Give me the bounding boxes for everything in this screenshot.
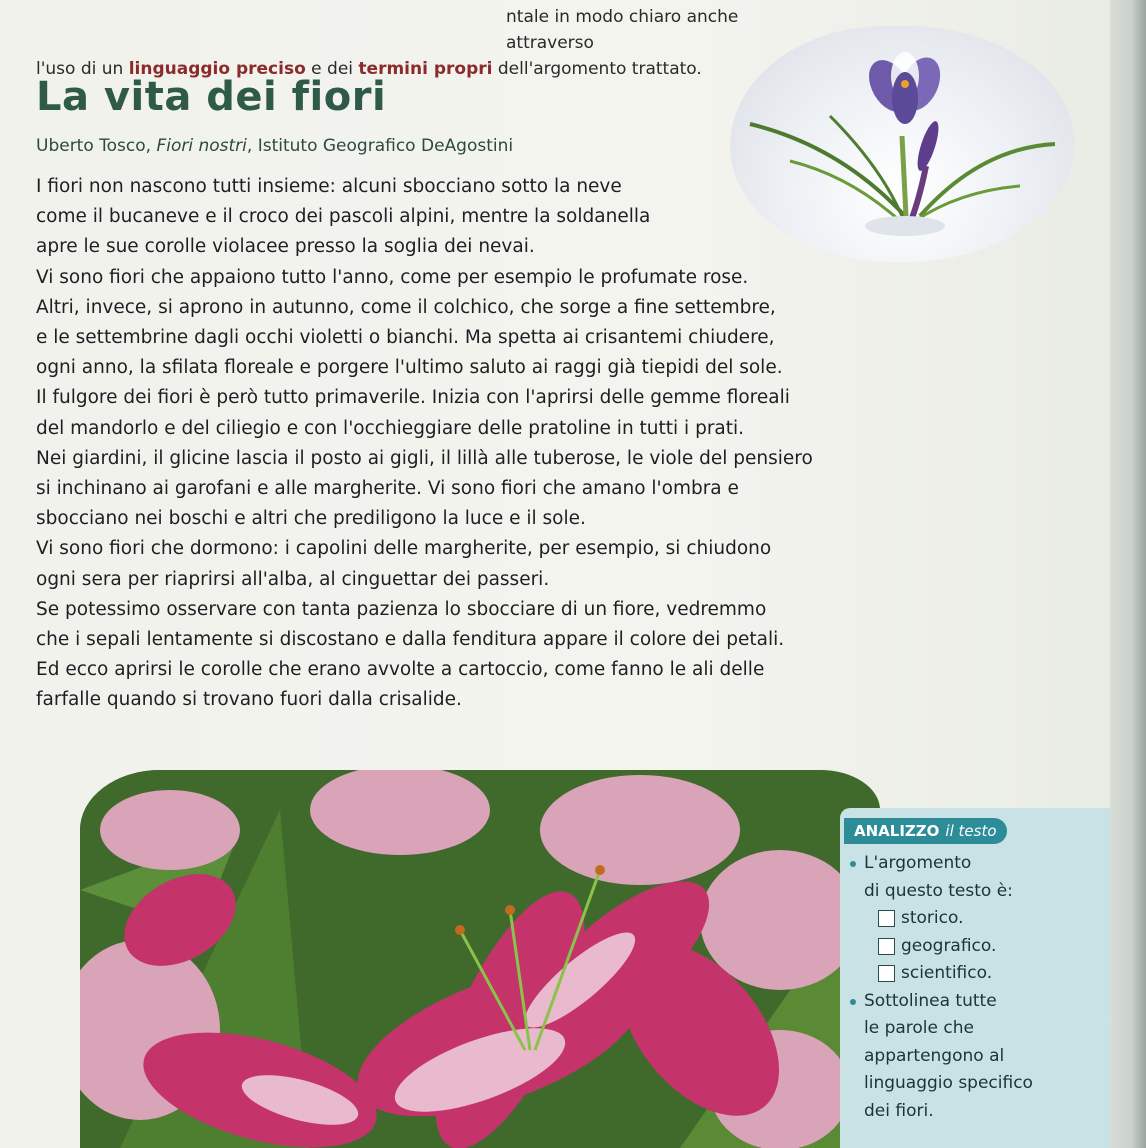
checkbox[interactable] (878, 965, 895, 982)
question-2-line: appartengono al (864, 1045, 1005, 1066)
intro-text (36, 4, 756, 82)
text-line: si inchinano ai garofani e alle margherite. Vi sono fiori che amano l'ombra e (36, 478, 739, 500)
question-2-line: linguaggio specifico (864, 1073, 1033, 1093)
option-label: storico. (901, 908, 964, 928)
text-line: Vi sono fiori che dormono: i capolini delle margherite, per esempio, si chiudono (36, 538, 772, 560)
source-author: Uberto Tosco, (36, 136, 157, 156)
question-1-line-1: L'argomento (864, 853, 972, 873)
text-line: Nei giardini, il glicine lascia il posto ai gigli, il lillà alle tuberose, le viole del pensiero (36, 447, 813, 469)
analyze-subtitle: il testo (945, 822, 997, 840)
analyze-header (844, 818, 1007, 844)
text-line: apre le sue corolle violacee presso la soglia dei nevai. (36, 236, 535, 258)
intro-text-a: l'uso di un (36, 59, 129, 79)
text-line: del mandorlo e del ciliegio e con l'occhieggiare delle pratoline in tutti i prati. (36, 417, 745, 439)
intro-text-c: dell'argomento trattato. (492, 59, 702, 79)
checkbox[interactable] (878, 910, 895, 927)
option-storico[interactable] (850, 905, 1100, 933)
lilies-illustration (80, 770, 880, 1148)
question-2 (850, 988, 1100, 1016)
page-edge (1110, 0, 1146, 1148)
source-work: Fiori nostri (156, 136, 247, 156)
text-line: sbocciano nei boschi e altri che prediligono la luce e il sole. (36, 508, 586, 530)
intro-line-1: ntale in modo chiaro anche attraverso (506, 7, 739, 53)
question-1 (850, 850, 1100, 878)
question-1-line-2: di questo testo è: (864, 880, 1013, 901)
question-2-line: dei fiori. (864, 1100, 934, 1121)
text-line: farfalle quando si trovano fuori dalla crisalide. (36, 689, 462, 711)
text-line: Se potessimo osservare con tanta pazienza lo sbocciare di un fiore, vedremmo (36, 598, 767, 620)
intro-bold-1: linguaggio preciso (128, 59, 306, 79)
page-title: La vita dei fiori (36, 74, 387, 120)
option-label: scientifico. (901, 963, 993, 983)
question-2-line: Sottolinea tutte (864, 990, 997, 1011)
lilies-photo (80, 770, 880, 1148)
analyze-panel (840, 808, 1110, 1148)
checkbox[interactable] (878, 938, 895, 955)
source-publisher: , Istituto Geografico DeAgostini (246, 136, 514, 156)
analyze-body (850, 850, 1100, 1125)
text-line: Il fulgore dei fiori è però tutto primaverile. Inizia con l'aprirsi delle gemme floreali (36, 387, 790, 409)
option-scientifico[interactable] (850, 960, 1100, 988)
text-line: come il bucaneve e il croco dei pascoli alpini, mentre la soldanella (36, 206, 651, 228)
option-label: geografico. (901, 935, 997, 956)
question-2-line: le parole che (864, 1018, 974, 1038)
analyze-title: ANALIZZO (854, 822, 940, 840)
text-line: ogni anno, la sfilata floreale e porgere l'ultimo saluto ai raggi già tiepidi del sole. (36, 357, 783, 379)
text-line: che i sepali lentamente si discostano e dalla fenditura appare il colore dei petali. (36, 629, 785, 651)
text-line: e le settembrine dagli occhi violetti o bianchi. Ma spetta ai crisantemi chiudere, (36, 327, 775, 349)
intro-text-b: e dei (305, 59, 359, 79)
text-line: ogni sera per riaprirsi all'alba, al cinguettar dei passeri. (36, 568, 550, 590)
main-text (36, 172, 896, 716)
text-line: Altri, invece, si aprono in autunno, come il colchico, che sorge a fine settembre, (36, 296, 776, 318)
text-line: I fiori non nascono tutti insieme: alcuni sbocciano sotto la neve (36, 176, 622, 197)
intro-bold-2: termini propri (358, 59, 493, 79)
source-citation (36, 136, 513, 156)
option-geografico[interactable] (850, 933, 1100, 961)
text-line: Ed ecco aprirsi le corolle che erano avvolte a cartoccio, come fanno le ali delle (36, 659, 765, 681)
text-line: Vi sono fiori che appaiono tutto l'anno, come per esempio le profumate rose. (36, 266, 749, 288)
